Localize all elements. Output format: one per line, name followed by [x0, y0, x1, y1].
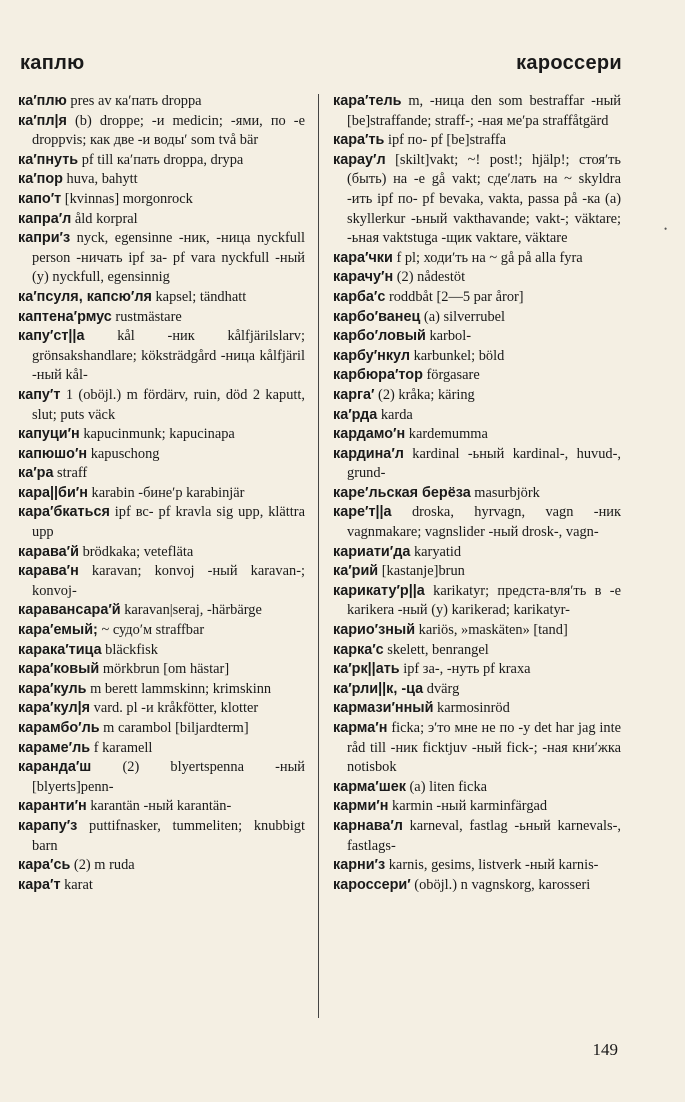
definition: bläckfisk	[101, 641, 158, 658]
dictionary-entry	[333, 308, 621, 328]
definition: kardinal -ьный kardinal-, huvud-, grund-	[347, 445, 621, 482]
definition: m berett lammskinn; krimskinn	[86, 680, 272, 697]
dictionary-entry	[18, 151, 305, 171]
dictionary-entry	[18, 92, 305, 112]
definition: karda	[377, 406, 413, 423]
definition: karbunkel; böld	[410, 347, 505, 364]
dictionary-entry	[333, 151, 621, 249]
headword: кароссери′	[333, 876, 411, 893]
dictionary-entry	[333, 817, 621, 856]
headword: кара′кул|я	[18, 700, 91, 717]
headword: кардамо′н	[333, 426, 406, 443]
dictionary-entry	[333, 876, 621, 896]
headword: кара′ковый	[18, 661, 100, 678]
definition: karnis, gesims, listverk -ный karnis-	[385, 857, 599, 874]
headword: капри′з	[18, 230, 71, 247]
margin-mark: •	[664, 224, 668, 234]
headword: ка′пнуть	[18, 151, 79, 168]
definition: kapuschong	[87, 445, 160, 462]
definition: ~ судо′м straffbar	[97, 622, 205, 639]
dictionary-entry	[18, 817, 305, 856]
definition: (2) blyertspenna -ный [blyerts]penn-	[32, 759, 305, 795]
definition: [kvinnas] morgonrock	[61, 190, 193, 207]
definition: karmin -ный karminfärgad	[388, 798, 548, 815]
dictionary-entry	[333, 92, 621, 131]
headword: карау′л	[333, 151, 386, 168]
headword: карикату′р||а	[333, 582, 425, 599]
headword: кара′тель	[333, 93, 402, 109]
definition: karmosinröd	[433, 700, 510, 717]
definition: (b) droppe; -и medicin; -ями, по -е droppvis; как две -и воды′ som två bär	[32, 112, 305, 149]
headword: каравансара′й	[18, 602, 121, 619]
headword: кара′куль	[18, 680, 87, 697]
dictionary-entry	[333, 503, 621, 542]
dictionary-entry	[333, 562, 621, 582]
headword: караме′ль	[18, 739, 91, 756]
headword: кара′сь	[18, 857, 71, 874]
dictionary-entry	[18, 621, 305, 641]
headword: кара′чки	[333, 249, 393, 266]
definition: pf till ка′пать droppa, drypa	[78, 151, 244, 168]
headword: ка′пл|я	[18, 112, 67, 129]
definition: karabin -бине′р karabinjär	[87, 484, 245, 501]
dictionary-entry	[18, 308, 305, 328]
headword: карка′с	[333, 641, 384, 658]
running-head-right: кароссери	[516, 52, 622, 74]
definition: ipf по- pf [be]straffa	[384, 132, 507, 149]
headword: ка′рий	[333, 563, 379, 580]
headword: карнава′л	[333, 817, 403, 834]
headword: кара′ть	[333, 132, 385, 149]
headword: карга′	[333, 386, 375, 403]
dictionary-entry	[333, 797, 621, 817]
dictionary-entry	[333, 327, 621, 347]
headword: карма′н	[333, 720, 388, 736]
headword: ка′плю	[18, 93, 67, 109]
headword: карачу′н	[333, 269, 394, 286]
headword: карио′зный	[333, 622, 416, 639]
dictionary-entry	[18, 210, 305, 230]
dictionary-entry	[333, 641, 621, 661]
dictionary-entry	[333, 699, 621, 719]
running-head-left: каплю	[20, 52, 85, 74]
definition: förgasare	[422, 367, 480, 384]
dictionary-entry	[333, 856, 621, 876]
headword: кардина′л	[333, 445, 404, 462]
dictionary-entry	[18, 797, 305, 817]
definition: masurbjörk	[470, 484, 540, 501]
dictionary-entry	[333, 425, 621, 445]
definition: karantän -ный karantän-	[86, 798, 232, 815]
headword: кариати′да	[333, 543, 411, 560]
headword: каптена′рмус	[18, 308, 112, 325]
definition: roddbåt [2—5 par åror]	[385, 288, 524, 305]
dictionary-entry	[18, 170, 305, 190]
headword: каре′льская берёза	[333, 484, 471, 501]
headword: карбу′нкул	[333, 347, 410, 364]
definition: (oböjl.) n vagnskorg, karosseri	[410, 876, 591, 893]
definition: f karamell	[90, 739, 153, 756]
headword: карамбо′ль	[18, 720, 100, 736]
dictionary-entry	[333, 406, 621, 426]
definition: ipf вс- pf kravla sig upp, klättra upp	[32, 504, 305, 541]
dictionary-entry	[333, 347, 621, 367]
definition: (2) m ruda	[70, 857, 135, 874]
definition: karat	[60, 876, 93, 893]
dictionary-entry	[333, 131, 621, 151]
dictionary-entry	[333, 366, 621, 386]
page-number: 149	[592, 1040, 618, 1059]
headword: капра′л	[18, 210, 72, 227]
definition: ficka; э′то мне не по -у det har jag inte råd till -ник ficktjuv -ный fick-; -ная кни′жка notisbok	[347, 720, 621, 776]
dictionary-entry	[18, 758, 305, 797]
dictionary-entry	[18, 288, 305, 308]
definition: (2) nådestöt	[393, 269, 466, 286]
dictionary-entry	[18, 386, 305, 425]
definition: kål -ник kålfjärilslarv; grönsakshandlare; köksträdgård -ница kålfjäril -ный kål-	[32, 328, 305, 384]
headword: каранти′н	[18, 798, 87, 815]
definition: karikatyr; предста-вля′ть в -е karikera -ный (y) karikerad; karikatyr-	[347, 582, 621, 619]
definition: kardemumma	[405, 426, 488, 443]
definition: m, -ница den som bestraffar -ный [be]straffande; straff-; -ная ме′ра straffåtgärd	[347, 93, 621, 129]
definition: nyck, egensinne -ник, -ница nyckfull person -ничать ipf за- pf vara nyckfull -ный (y) nyckfull, egensinnig	[32, 230, 305, 286]
dictionary-entry	[333, 484, 621, 504]
dictionary-entry	[333, 660, 621, 680]
dictionary-entry	[333, 249, 621, 269]
headword: каранда′ш	[18, 759, 92, 776]
dictionary-entry	[18, 327, 305, 386]
headword: кармази′нный	[333, 700, 434, 717]
headword: карава′й	[18, 543, 79, 560]
dictionary-entry	[18, 680, 305, 700]
headword: кара||би′н	[18, 484, 88, 501]
definition: karneval, fastlag -ьный karnevals-, fastlags-	[347, 817, 621, 854]
definition: kariös, »maskäten» [tand]	[415, 622, 568, 639]
headword: капюшо′н	[18, 445, 88, 462]
headword: карапу′з	[18, 817, 78, 834]
headword: кара′бкаться	[18, 504, 110, 521]
definition: skelett, benrangel	[383, 641, 489, 658]
headword: карми′н	[333, 798, 389, 815]
dictionary-entry	[333, 386, 621, 406]
headword: ка′ра	[18, 465, 54, 482]
headword: каре′т||а	[333, 504, 392, 521]
headword: кара′емый;	[18, 622, 98, 639]
dictionary-entry	[333, 621, 621, 641]
definition: 1 (oböjl.) m fördärv, ruin, död 2 kaputt, slut; puts väck	[32, 386, 305, 423]
column-divider	[318, 94, 319, 1018]
headword: ка′рк||ать	[333, 661, 400, 678]
dictionary-entry	[18, 445, 305, 465]
headword: карба′с	[333, 288, 386, 305]
definition: m carambol [biljardterm]	[99, 720, 249, 736]
definition: [skilt]vakt; ~! post!; hjälp!; стоя′ть (быть) на -е gå vakt; сде′лать на ~ skyldra -ить ipf по- pf bevaka, vakta, passa på -ка (a) skyllerkur -ьный vakthavande; vakt-; väktare; -ьная vaktstuga -щик vaktare, väktare	[347, 151, 621, 247]
definition: kapsel; tändhatt	[151, 288, 247, 305]
dictionary-entry	[18, 719, 305, 739]
left-column	[18, 92, 305, 895]
dictionary-entry	[18, 503, 305, 542]
dictionary-entry	[18, 699, 305, 719]
dictionary-entry	[18, 562, 305, 601]
dictionary-entry	[18, 660, 305, 680]
headword: каракa′тица	[18, 641, 102, 658]
definition: kapucinmunk; kapucinapa	[79, 426, 235, 443]
definition: karyatid	[410, 543, 462, 560]
dictionary-entry	[333, 445, 621, 484]
headword: карни′з	[333, 857, 386, 874]
headword: ка′рли||к, -ца	[333, 680, 424, 697]
headword: карбо′ванец	[333, 308, 421, 325]
headword: ка′рда	[333, 406, 378, 423]
definition: rustmästare	[111, 308, 182, 325]
definition: vard. pl -и kråkfötter, klotter	[90, 700, 259, 717]
definition: karavan|seraj, -härbärge	[120, 602, 262, 619]
dictionary-entry	[333, 778, 621, 798]
definition: [kastanje]brun	[378, 563, 465, 580]
definition: dvärg	[423, 680, 460, 697]
dictionary-entry	[18, 641, 305, 661]
dictionary-entry	[18, 601, 305, 621]
definition: (2) kråka; käring	[374, 386, 475, 403]
definition: karbol-	[425, 328, 472, 345]
headword: ка′пор	[18, 171, 63, 188]
dictionary-entry	[333, 680, 621, 700]
definition: pres av ка′пать droppa	[66, 93, 202, 109]
dictionary-entry	[18, 484, 305, 504]
definition: karavan; konvoj -ный karavan-; konvoj-	[32, 563, 305, 599]
dictionary-entry	[18, 112, 305, 151]
definition: ipf за-, -нуть pf kraxa	[399, 661, 531, 678]
right-column	[333, 92, 621, 895]
headword: карбо′ловый	[333, 328, 426, 345]
dictionary-entry	[18, 543, 305, 563]
headword: карма′шек	[333, 778, 406, 795]
headword: карбюра′тор	[333, 367, 423, 384]
definition: (a) liten ficka	[405, 778, 488, 795]
definition: huva, bahytt	[62, 171, 138, 188]
dictionary-entry	[18, 229, 305, 288]
headword: капуци′н	[18, 426, 80, 443]
definition: droska, hyrvagn, vagn -ник vagnmakare; vagnslider -ный drosk-, vagn-	[347, 504, 621, 541]
definition: puttifnasker, tummeliten; knubbigt barn	[32, 817, 305, 854]
dictionary-entry	[18, 464, 305, 484]
dictionary-entry	[18, 876, 305, 896]
dictionary-entry	[333, 288, 621, 308]
dictionary-entry	[18, 856, 305, 876]
definition: straff	[53, 465, 88, 482]
definition: f pl; ходи′ть на ~ gå på alla fyra	[392, 249, 583, 266]
dictionary-entry	[333, 582, 621, 621]
definition: åld korpral	[71, 210, 138, 227]
dictionary-entry	[333, 268, 621, 288]
headword: капу′ст||а	[18, 328, 85, 345]
dictionary-entry	[18, 425, 305, 445]
headword: капо′т	[18, 190, 62, 207]
dictionary-entry	[18, 739, 305, 759]
headword: ка′псуля, капсю′ля	[18, 288, 152, 305]
dictionary-entry	[333, 543, 621, 563]
definition: (a) silverrubel	[420, 308, 506, 325]
headword: кара′т	[18, 876, 61, 893]
dictionary-entry	[333, 719, 621, 778]
headword: капу′т	[18, 386, 61, 403]
headword: карава′н	[18, 563, 79, 580]
dictionary-entry	[18, 190, 305, 210]
definition: mörkbrun [om hästar]	[99, 661, 230, 678]
definition: brödkaka; veteflätа	[78, 543, 194, 560]
